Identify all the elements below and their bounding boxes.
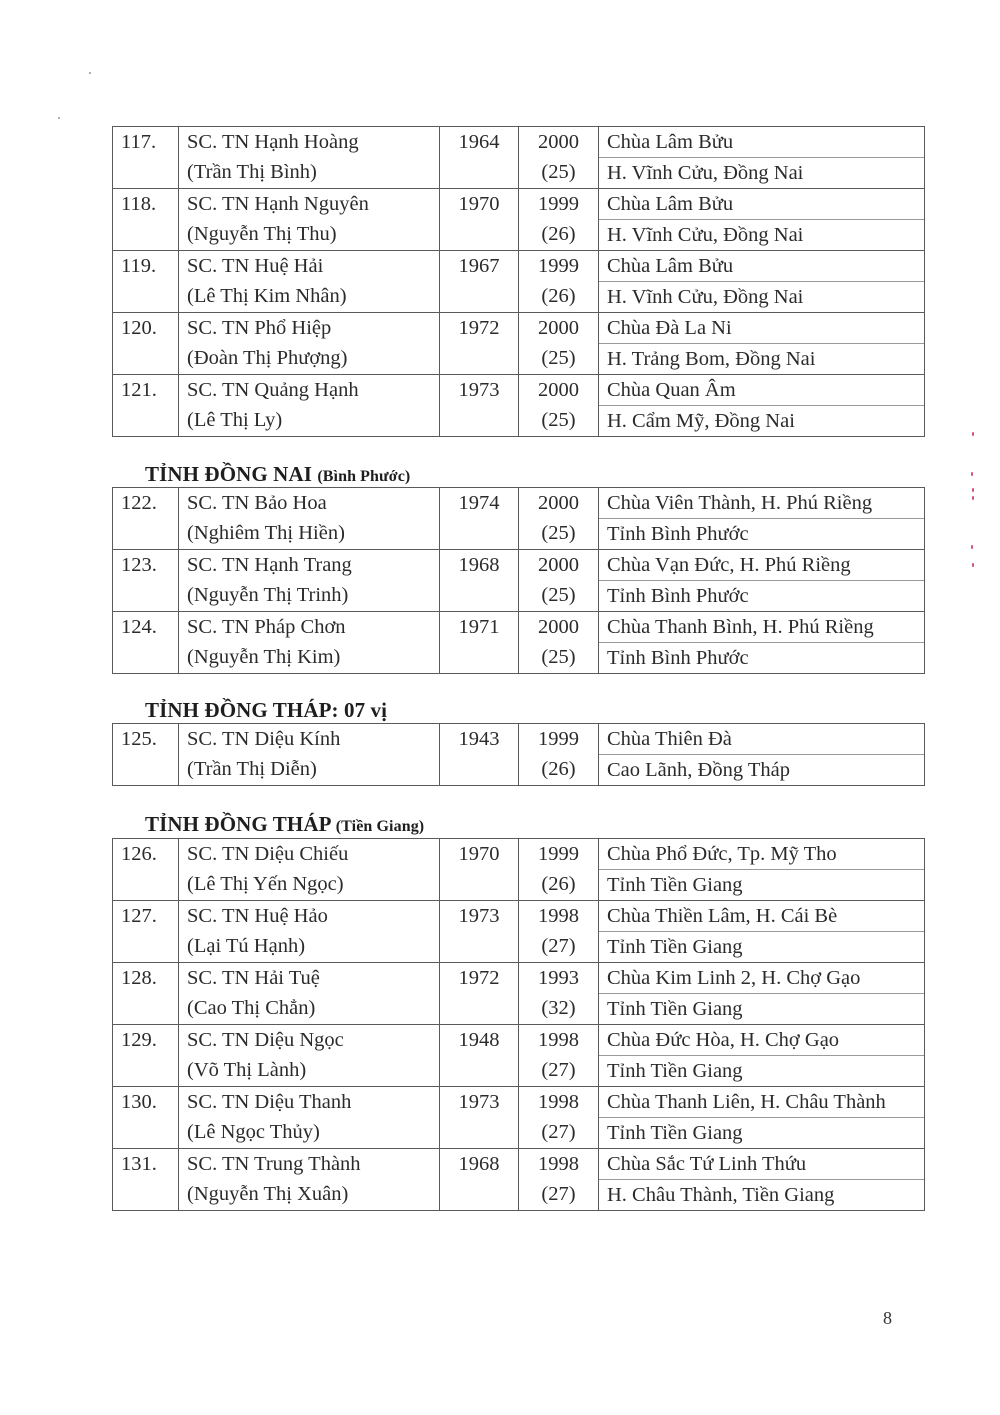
address: Tỉnh Tiền Giang [607,1060,743,1082]
dharma-name: SC. TN Hạnh Hoàng [187,131,359,153]
ordination-year: 2000 [538,492,579,514]
dharma-name: SC. TN Diệu Thanh [187,1091,352,1113]
name-cell [179,963,440,1025]
temple-name: Chùa Vạn Đức, H. Phú Riềng [599,550,924,581]
birth-year-cell [440,550,519,612]
name-cell [179,1025,440,1087]
birth-year-cell [440,901,519,963]
ordination-year: 2000 [538,379,579,401]
birth-year: 1967 [458,255,500,277]
address-cell [599,127,925,189]
row-number-cell [113,189,179,251]
name-cell [179,127,440,189]
table-row [113,724,925,786]
member-table [112,487,925,674]
address-cell [599,313,925,375]
ordination-year: 1993 [538,967,579,989]
ordination-year: 1999 [538,193,579,215]
member-table [112,723,925,786]
dharma-name: SC. TN Diệu Chiếu [187,843,349,865]
years-count: (25) [541,161,576,183]
address-cell [599,189,925,251]
secular-name: (Cao Thị Chẳn) [187,997,316,1019]
birth-year-cell [440,375,519,437]
years-count: (26) [541,223,576,245]
secular-name: (Lại Tú Hạnh) [187,935,306,957]
ordination-year-cell [519,127,599,189]
address: Tỉnh Tiền Giang [607,874,743,896]
address: Cao Lãnh, Đồng Tháp [607,759,790,781]
address-cell [599,1025,925,1087]
row-number: 125. [121,728,157,750]
section-heading-title: TỈNH ĐỒNG NAI [145,462,312,486]
birth-year-cell [440,724,519,786]
name-cell [179,901,440,963]
birth-year: 1972 [458,967,500,989]
birth-year-cell [440,189,519,251]
birth-year: 1973 [458,905,500,927]
section-heading [145,698,387,723]
address-cell [599,1087,925,1149]
ordination-year-cell [519,375,599,437]
section-heading-title: TỈNH ĐỒNG THÁP: 07 vị [145,698,388,722]
table-row [113,901,925,963]
birth-year-cell [440,1087,519,1149]
dharma-name: SC. TN Diệu Ngọc [187,1029,344,1051]
birth-year-cell [440,1025,519,1087]
birth-year: 1968 [458,1153,500,1175]
table-row [113,189,925,251]
ordination-year-cell [519,1149,599,1211]
temple-name: Chùa Viên Thành, H. Phú Riềng [599,488,924,519]
birth-year: 1943 [458,728,500,750]
years-count: (26) [541,873,576,895]
address-cell [599,901,925,963]
ordination-year-cell [519,901,599,963]
temple-name: Chùa Thiền Lâm, H. Cái Bè [599,901,924,932]
row-number-cell [113,963,179,1025]
ordination-year-cell [519,189,599,251]
table-row [113,839,925,901]
ordination-year-cell [519,313,599,375]
dharma-name: SC. TN Hải Tuệ [187,967,320,989]
secular-name: (Nguyễn Thị Thu) [187,223,337,245]
address: H. Trảng Bom, Đồng Nai [607,348,816,370]
temple-name: Chùa Đà La Ni [599,313,924,344]
scan-artifact [971,472,973,476]
row-number: 119. [121,255,157,277]
section-heading [145,812,424,837]
birth-year: 1973 [458,379,500,401]
row-number-cell [113,724,179,786]
ordination-year-cell [519,251,599,313]
ordination-year: 2000 [538,317,579,339]
temple-name: Chùa Thanh Bình, H. Phú Riềng [599,612,924,643]
row-number-cell [113,488,179,550]
row-number: 118. [121,193,157,215]
scan-artifact [972,432,974,436]
scan-artifact [972,488,974,492]
name-cell [179,1149,440,1211]
birth-year-cell [440,127,519,189]
birth-year-cell [440,251,519,313]
ordination-year: 1998 [538,1153,579,1175]
table-row [113,1087,925,1149]
row-number-cell [113,127,179,189]
row-number-cell [113,901,179,963]
birth-year: 1968 [458,554,500,576]
section-heading-sub: (Bình Phước) [317,468,411,485]
address-cell [599,963,925,1025]
ordination-year: 1999 [538,255,579,277]
years-count: (27) [541,1059,576,1081]
secular-name: (Lê Ngọc Thủy) [187,1121,320,1143]
ordination-year-cell [519,550,599,612]
name-cell [179,724,440,786]
address-cell [599,724,925,786]
ordination-year: 2000 [538,131,579,153]
address: Tỉnh Bình Phước [607,585,749,607]
birth-year-cell [440,963,519,1025]
ordination-year-cell [519,1087,599,1149]
address: Tỉnh Bình Phước [607,647,749,669]
address: H. Vĩnh Cửu, Đồng Nai [607,162,804,184]
name-cell [179,488,440,550]
dharma-name: SC. TN Huệ Hải [187,255,324,277]
secular-name: (Lê Thị Ly) [187,409,283,431]
secular-name: (Võ Thị Lành) [187,1059,307,1081]
row-number-cell [113,313,179,375]
section-heading [145,462,410,487]
row-number: 120. [121,317,157,339]
row-number: 127. [121,905,157,927]
birth-year: 1974 [458,492,500,514]
row-number: 117. [121,131,157,153]
name-cell [179,839,440,901]
row-number: 128. [121,967,157,989]
years-count: (27) [541,1183,576,1205]
dharma-name: SC. TN Hạnh Nguyên [187,193,369,215]
ordination-year: 2000 [538,616,579,638]
ordination-year-cell [519,963,599,1025]
address: Tỉnh Tiền Giang [607,1122,743,1144]
ordination-year: 1998 [538,1091,579,1113]
row-number: 121. [121,379,157,401]
row-number-cell [113,550,179,612]
birth-year: 1948 [458,1029,500,1051]
temple-name: Chùa Phổ Đức, Tp. Mỹ Tho [599,839,924,870]
table-row [113,963,925,1025]
temple-name: Chùa Đức Hòa, H. Chợ Gạo [599,1025,924,1056]
table-row [113,612,925,674]
ordination-year-cell [519,612,599,674]
dharma-name: SC. TN Hạnh Trang [187,554,352,576]
address: H. Vĩnh Cửu, Đồng Nai [607,224,804,246]
birth-year-cell [440,1149,519,1211]
years-count: (25) [541,409,576,431]
name-cell [179,612,440,674]
address-cell [599,550,925,612]
years-count: (26) [541,758,576,780]
birth-year-cell [440,313,519,375]
dharma-name: SC. TN Pháp Chơn [187,616,346,638]
secular-name: (Lê Thị Yến Ngọc) [187,873,344,895]
address-cell [599,612,925,674]
ordination-year-cell [519,724,599,786]
row-number-cell [113,251,179,313]
ordination-year-cell [519,839,599,901]
years-count: (25) [541,646,576,668]
birth-year: 1973 [458,1091,500,1113]
secular-name: (Trần Thị Diễn) [187,758,317,780]
row-number-cell [113,1025,179,1087]
birth-year: 1971 [458,616,500,638]
years-count: (27) [541,935,576,957]
table-row [113,313,925,375]
birth-year: 1964 [458,131,500,153]
row-number: 131. [121,1153,157,1175]
birth-year: 1970 [458,193,500,215]
row-number: 123. [121,554,157,576]
ordination-year: 1999 [538,843,579,865]
dharma-name: SC. TN Trung Thành [187,1153,361,1175]
ordination-year-cell [519,1025,599,1087]
row-number: 129. [121,1029,157,1051]
address-cell [599,839,925,901]
address: H. Vĩnh Cửu, Đồng Nai [607,286,804,308]
table-row [113,550,925,612]
years-count: (32) [541,997,576,1019]
temple-name: Chùa Sắc Tứ Linh Thứu [599,1149,924,1180]
name-cell [179,550,440,612]
member-table [112,126,925,437]
years-count: (27) [541,1121,576,1143]
temple-name: Chùa Thanh Liên, H. Châu Thành [599,1087,924,1118]
scan-artifact [972,563,974,567]
row-number-cell [113,375,179,437]
years-count: (25) [541,347,576,369]
secular-name: (Nguyễn Thị Kim) [187,646,341,668]
scan-speck [58,117,60,119]
birth-year-cell [440,488,519,550]
scan-artifact [971,545,973,549]
name-cell [179,375,440,437]
birth-year-cell [440,612,519,674]
row-number: 126. [121,843,157,865]
row-number: 130. [121,1091,157,1113]
scan-artifact [972,496,974,500]
address-cell [599,375,925,437]
address: H. Châu Thành, Tiền Giang [607,1184,835,1206]
table-row [113,375,925,437]
temple-name: Chùa Lâm Bửu [599,127,924,158]
dharma-name: SC. TN Quảng Hạnh [187,379,359,401]
name-cell [179,313,440,375]
ordination-year: 1999 [538,728,579,750]
secular-name: (Nguyễn Thị Xuân) [187,1183,349,1205]
row-number-cell [113,839,179,901]
birth-year: 1972 [458,317,500,339]
dharma-name: SC. TN Phổ Hiệp [187,317,332,339]
page-number: 8 [883,1308,892,1328]
temple-name: Chùa Thiên Đà [599,724,924,755]
address-cell [599,251,925,313]
address-cell [599,1149,925,1211]
ordination-year-cell [519,488,599,550]
years-count: (25) [541,522,576,544]
temple-name: Chùa Lâm Bửu [599,189,924,220]
scan-speck [89,72,91,74]
address: H. Cẩm Mỹ, Đồng Nai [607,410,795,432]
years-count: (26) [541,285,576,307]
name-cell [179,251,440,313]
ordination-year: 1998 [538,905,579,927]
table-row [113,251,925,313]
table-row [113,127,925,189]
section-heading-sub: (Tiền Giang) [335,818,425,835]
row-number-cell [113,612,179,674]
secular-name: (Lê Thị Kim Nhân) [187,285,347,307]
member-table [112,838,925,1211]
address: Tỉnh Tiền Giang [607,998,743,1020]
table-row [113,1025,925,1087]
dharma-name: SC. TN Huệ Hảo [187,905,328,927]
dharma-name: SC. TN Diệu Kính [187,728,341,750]
years-count: (25) [541,584,576,606]
address: Tỉnh Bình Phước [607,523,749,545]
temple-name: Chùa Kim Linh 2, H. Chợ Gạo [599,963,924,994]
address-cell [599,488,925,550]
row-number: 122. [121,492,157,514]
row-number-cell [113,1087,179,1149]
dharma-name: SC. TN Bảo Hoa [187,492,327,514]
temple-name: Chùa Lâm Bửu [599,251,924,282]
table-row [113,488,925,550]
secular-name: (Đoàn Thị Phượng) [187,347,348,369]
row-number: 124. [121,616,157,638]
table-row [113,1149,925,1211]
ordination-year: 2000 [538,554,579,576]
address: Tỉnh Tiền Giang [607,936,743,958]
secular-name: (Trần Thị Bình) [187,161,317,183]
birth-year-cell [440,839,519,901]
section-heading-title: TỈNH ĐỒNG THÁP [145,812,331,836]
secular-name: (Nguyễn Thị Trinh) [187,584,349,606]
birth-year: 1970 [458,843,500,865]
row-number-cell [113,1149,179,1211]
temple-name: Chùa Quan Âm [599,375,924,406]
name-cell [179,189,440,251]
ordination-year: 1998 [538,1029,579,1051]
secular-name: (Nghiêm Thị Hiền) [187,522,345,544]
name-cell [179,1087,440,1149]
